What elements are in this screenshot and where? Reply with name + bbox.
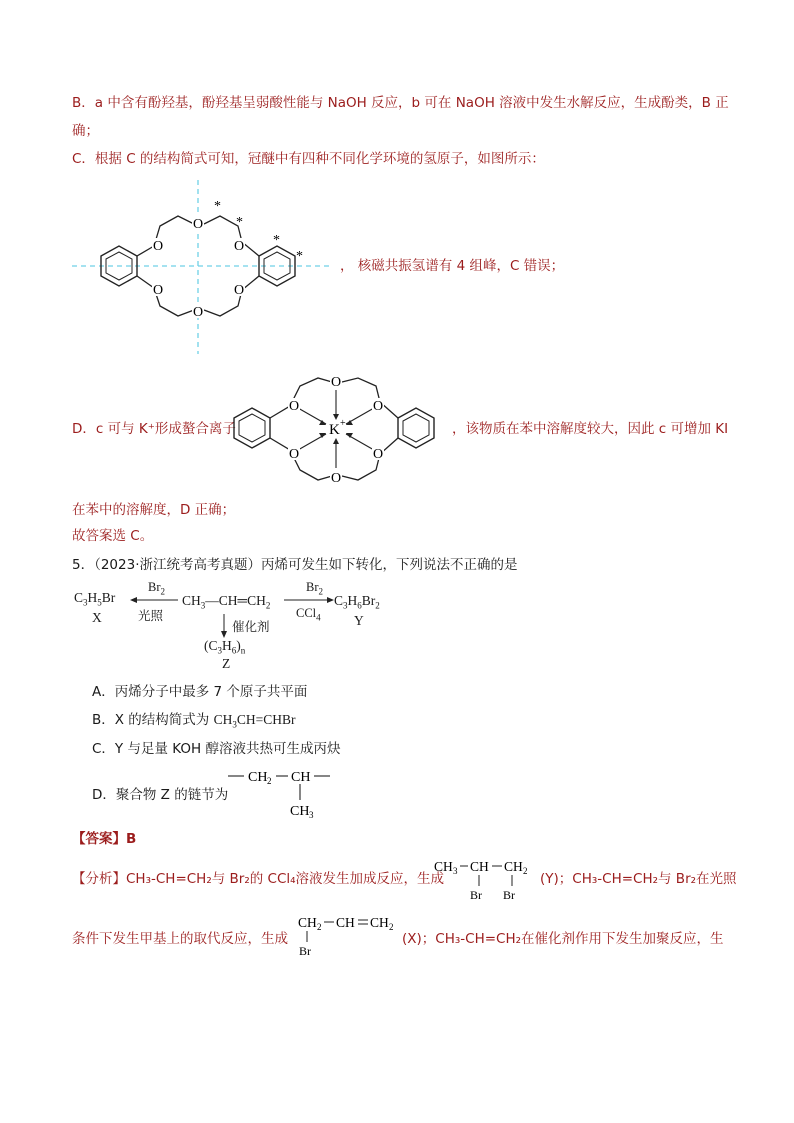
analysis-line2-a: 条件下发生甲基上的取代反应，生成	[72, 931, 288, 947]
option-b-text: B．X 的结构简式为	[92, 712, 210, 728]
final-choice: 故答案选 C。	[72, 528, 154, 544]
compound-x-label: X	[92, 610, 102, 625]
compound-z-formula: $(C_3H_6)_n$	[204, 638, 246, 656]
analysis-line1-b: (Y)；CH₃-CH=CH₂与 Br₂在光照	[540, 871, 737, 887]
propene-formula: $CH_3—CH═CH_2$	[182, 593, 271, 611]
compound-x-structure	[298, 912, 398, 958]
option-c-conclusion: ， 核磁共振氢谱有 4 组峰，C 错误；	[340, 258, 565, 274]
svg-text:3: 3	[453, 866, 458, 876]
option-b-formula: $CH_3CH=CHBr$	[213, 712, 296, 730]
oxygen-label: O	[373, 399, 384, 414]
compound-y-formula: $C_3H_6Br_2$	[334, 593, 380, 611]
option-b-explanation-line1: B．a 中含有酚羟基，酚羟基呈弱酸性能与 NaOH 反应，b 可在 NaOH 溶液中发生水解反应，生成酚类，B 正	[72, 95, 729, 111]
hydrogen-marker: *	[236, 215, 243, 230]
ch2-label: CH	[248, 770, 268, 785]
option-b-explanation-line2: 确；	[72, 123, 99, 139]
oxygen-label: O	[289, 447, 300, 462]
ch3-label: CH	[434, 859, 453, 874]
down-arrow	[220, 614, 228, 638]
polymer-repeat-unit	[228, 764, 332, 820]
hydrogen-marker: *	[296, 249, 303, 264]
question-5-stem: 5．（2023·浙江统考高考真题）丙烯可发生如下转化，下列说法不正确的是	[72, 557, 518, 573]
svg-text:2: 2	[523, 866, 528, 876]
option-b	[92, 710, 296, 735]
hydrogen-marker: *	[273, 233, 280, 248]
compound-y-label: Y	[354, 613, 364, 628]
oxygen-label: O	[153, 239, 164, 254]
option-c-explanation: C．根据 C 的结构简式可知，冠醚中有四种不同化学环境的氢原子，如图所示：	[72, 151, 545, 167]
oxygen-label: O	[193, 217, 204, 232]
bromine-label: Br	[503, 888, 515, 902]
option-a: A．丙烯分子中最多 7 个原子共平面	[92, 684, 308, 700]
right-reagent: $Br_2$	[306, 580, 323, 597]
svg-text:2: 2	[267, 776, 272, 786]
left-arrow	[130, 596, 178, 604]
compound-z-label: Z	[222, 656, 231, 671]
potassium-charge: +	[340, 418, 346, 429]
ch-label: CH	[291, 770, 311, 785]
down-condition: 催化剂	[232, 619, 270, 634]
reaction-scheme	[72, 580, 402, 674]
oxygen-label: O	[289, 399, 300, 414]
svg-text:3: 3	[309, 810, 314, 820]
ch2-label: CH	[298, 915, 317, 930]
ch3-label: CH	[290, 804, 310, 819]
oxygen-label: O	[331, 375, 342, 390]
left-reagent: $Br_2$	[148, 580, 165, 597]
analysis-line1-a: 【分析】CH₃-CH=CH₂与 Br₂的 CCl₄溶液发生加成反应，生成	[72, 871, 445, 887]
compound-x-formula: $C_3H_5Br$	[74, 590, 116, 608]
bromine-label: Br	[299, 944, 311, 958]
oxygen-label: O	[234, 283, 245, 298]
right-arrow	[284, 596, 334, 604]
hydrogen-marker: *	[214, 199, 221, 214]
oxygen-label: O	[331, 471, 342, 486]
ch2-label: CH	[370, 915, 389, 930]
left-condition: 光照	[138, 608, 164, 623]
option-c: C．Y 与足量 KOH 醇溶液共热可生成丙炔	[92, 741, 341, 757]
potassium-label: K	[329, 422, 340, 438]
oxygen-label: O	[234, 239, 245, 254]
option-d-explanation-head: D．c 可与 K⁺形成螯合离子	[72, 421, 236, 437]
right-condition: CCl$_4$	[296, 606, 321, 623]
option-d-explanation-line2: 在苯中的溶解度，D 正确；	[72, 502, 236, 518]
ch-label: CH	[336, 915, 355, 930]
bromine-label: Br	[470, 888, 482, 902]
svg-text:2: 2	[389, 922, 394, 932]
analysis-line2-b: (X)；CH₃-CH=CH₂在催化剂作用下发生加聚反应，生	[402, 931, 724, 947]
oxygen-label: O	[193, 305, 204, 320]
option-d-explanation-tail: ，该物质在苯中溶解度较大，因此 c 可增加 KI	[452, 421, 729, 437]
potassium-crown-complex	[230, 366, 452, 496]
option-d: D．聚合物 Z 的链节为	[92, 787, 229, 803]
compound-y-structure	[434, 856, 538, 902]
crown-ether-diagram	[70, 178, 340, 356]
svg-text:2: 2	[317, 922, 322, 932]
oxygen-label: O	[373, 447, 384, 462]
ch2-label: CH	[504, 859, 523, 874]
ch-label: CH	[470, 859, 489, 874]
oxygen-label: O	[153, 283, 164, 298]
answer: 【答案】B	[72, 831, 137, 847]
